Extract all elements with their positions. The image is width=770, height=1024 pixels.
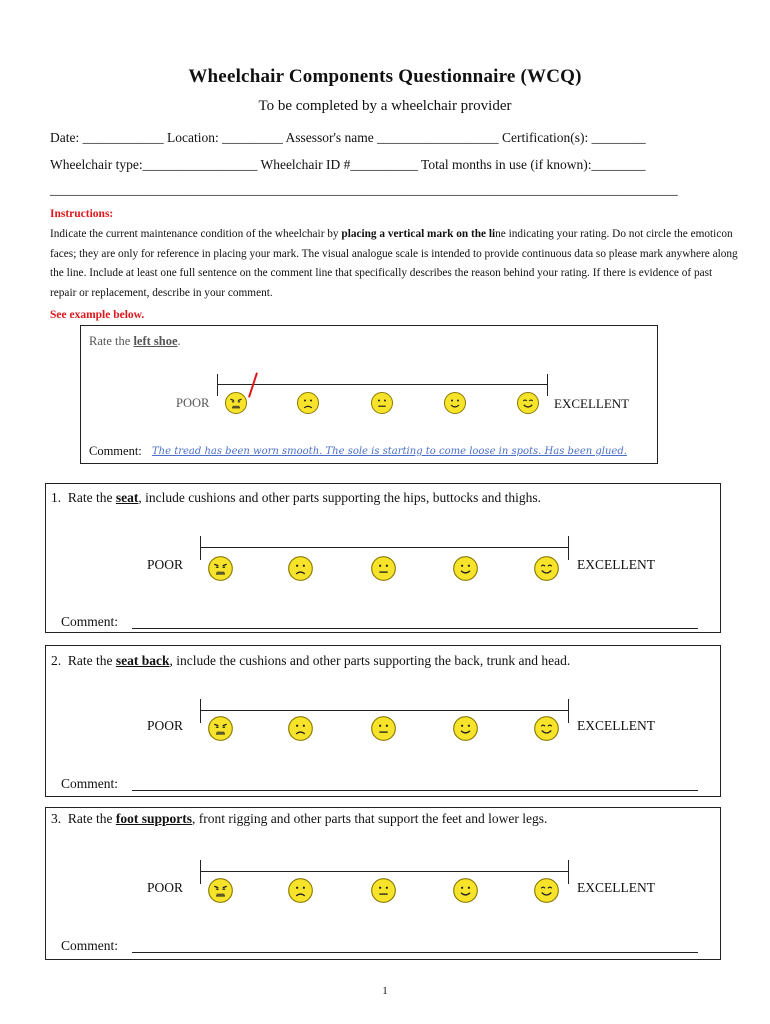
question-2-prompt: 2. Rate the seat back, include the cushions and other parts supporting the back, trunk and head. — [51, 653, 571, 668]
question-2-excellent-label: EXCELLENT — [577, 718, 655, 733]
page-title: Wheelchair Components Questionnaire (WCQ) — [188, 66, 582, 87]
neutral-face-icon — [370, 555, 397, 582]
happy-face-icon — [533, 555, 560, 582]
happy-face-icon — [533, 877, 560, 904]
question-3-excellent-label: EXCELLENT — [577, 880, 655, 895]
question-1-prompt: 1. Rate the seat, include cushions and other parts supporting the hips, buttocks and thighs. — [51, 490, 542, 505]
example-scale-line[interactable] — [217, 384, 548, 385]
smile-face-icon — [452, 715, 479, 742]
neutral-face-icon — [370, 877, 397, 904]
sad-face-icon — [296, 391, 320, 415]
question-2-poor-label: POOR — [147, 718, 184, 733]
question-3-scale-end-tick — [568, 860, 569, 884]
neutral-face-icon — [370, 715, 397, 742]
page-number: 1 — [382, 985, 388, 997]
angry-face-icon — [224, 391, 248, 415]
angry-face-icon — [207, 555, 234, 582]
header-fields-line-3[interactable]: _____________________________________________________________________________________________ — [50, 182, 678, 197]
question-3-prompt: 3. Rate the foot supports, front rigging and other parts that support the feet and lower legs. — [51, 811, 548, 826]
neutral-face-icon — [370, 391, 394, 415]
sad-face-icon — [287, 715, 314, 742]
question-1-scale-line[interactable] — [200, 547, 569, 548]
question-3-comment-label: Comment: — [61, 938, 118, 953]
question-3-comment-field[interactable] — [132, 952, 698, 953]
header-fields-line-1[interactable]: Date: ____________ Location: _________ Assessor's name __________________ Certification(s): ________ — [50, 130, 646, 145]
header-fields-line-2[interactable]: Wheelchair type:_________________ Wheelchair ID #__________ Total months in use (if known):________ — [50, 157, 646, 172]
question-1-poor-label: POOR — [147, 557, 184, 572]
question-1-scale-end-tick — [568, 536, 569, 560]
angry-face-icon — [207, 877, 234, 904]
question-2-comment-field[interactable] — [132, 790, 698, 791]
smile-face-icon — [452, 877, 479, 904]
question-1-comment-label: Comment: — [61, 614, 118, 629]
example-comment-label: Comment: — [89, 444, 142, 458]
instructions-text: Indicate the current maintenance condition of the wheelchair by placing a vertical mark on the line indicating your rating. Do not circle the emoticon faces; they are only for reference in placing your mark. The visual analogue scale is intended to provide continuous data so please mark anywhere along the line. Include at least one full sentence on the comment line that specifically describes the reason behind your rating. If there is evidence of past repair or replacement, describe in your comment. — [50, 228, 738, 299]
example-poor-label: POOR — [176, 396, 210, 410]
happy-face-icon — [533, 715, 560, 742]
example-excellent-label: EXCELLENT — [554, 396, 630, 411]
question-3-poor-label: POOR — [147, 880, 184, 895]
example-scale-end-tick — [547, 374, 548, 396]
smile-face-icon — [443, 391, 467, 415]
see-example-label: See example below. — [50, 309, 145, 321]
page-subtitle: To be completed by a wheelchair provider — [258, 98, 512, 114]
question-1-excellent-label: EXCELLENT — [577, 557, 655, 572]
smile-face-icon — [452, 555, 479, 582]
happy-face-icon — [516, 391, 540, 415]
instructions-heading: Instructions: — [50, 208, 114, 220]
angry-face-icon — [207, 715, 234, 742]
sad-face-icon — [287, 555, 314, 582]
question-2-scale-end-tick — [568, 699, 569, 723]
sad-face-icon — [287, 877, 314, 904]
question-1-comment-field[interactable] — [132, 628, 698, 629]
example-comment-text: The tread has been worn smooth. The sole is starting to come loose in spots. Has been glued. — [152, 446, 627, 457]
question-3-scale-line[interactable] — [200, 871, 569, 872]
example-prompt: Rate the left shoe. — [89, 334, 181, 348]
question-2-scale-line[interactable] — [200, 710, 569, 711]
question-2-comment-label: Comment: — [61, 776, 118, 791]
